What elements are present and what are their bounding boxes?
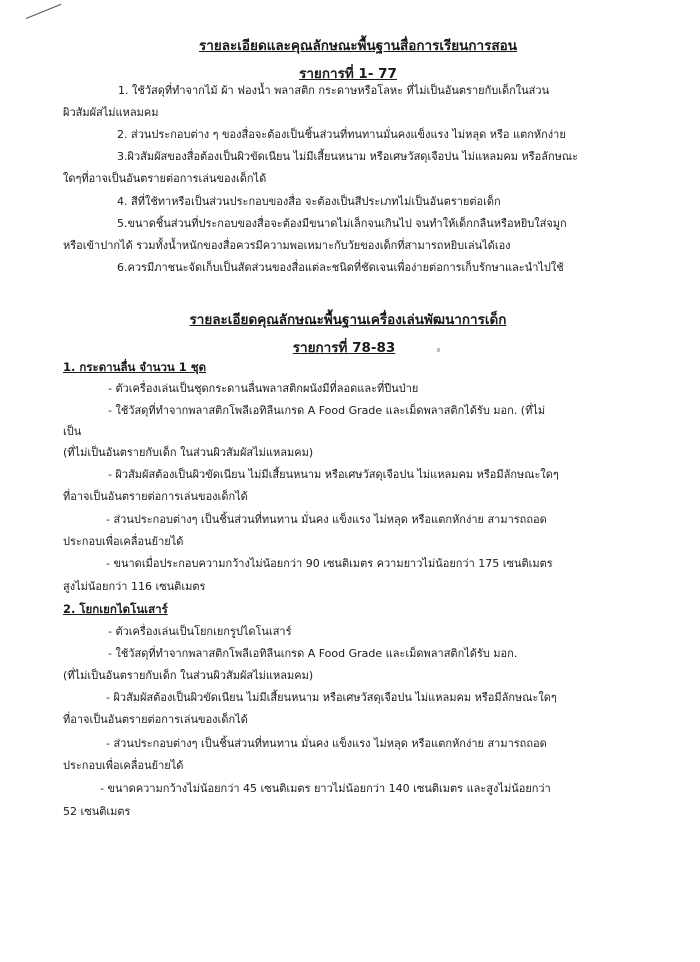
item1-line: เป็น	[63, 425, 82, 438]
item1-line: - ขนาดเมื่อประกอบความกว้างไม่น้อยกว่า 90 เซนติเมตร ความยาวไม่น้อยกว่า 175 เซนติเมตร	[106, 557, 553, 570]
item1-line: - ตัวเครื่องเล่นเป็นชุดกระดานลื่นพลาสติกผนังมีที่ลอดและที่ปีนป่าย	[108, 382, 419, 395]
section1-line: ผิวสัมผัสไม่แหลมคม	[63, 106, 159, 119]
section1-title: รายละเอียดและคุณลักษณะพื้นฐานสื่อการเรียนการสอน	[199, 38, 517, 54]
section1-line: 3.ผิวสัมผัสของสื่อต้องเป็นผิวขัดเนียน ไม่มีเสี้ยนหนาม หรือเศษวัสดุเจือปน ไม่แหลมคม หรือลักษณะ	[117, 150, 578, 163]
item2-line: - ตัวเครื่องเล่นเป็นโยกเยกรูปไดโนเสาร์	[108, 625, 292, 638]
item2-line: ประกอบเพื่อเคลื่อนย้ายได้	[63, 759, 184, 772]
item1-line: ประกอบเพื่อเคลื่อนย้ายได้	[63, 535, 184, 548]
item1-line: - ผิวสัมผัสต้องเป็นผิวขัดเนียน ไม่มีเสี้ยนหนาม หรือเศษวัสดุเจือปน ไม่แหลมคม หรือมีลักษณะใดๆ	[108, 468, 559, 481]
item2-line: ที่อาจเป็นอันตรายต่อการเล่นของเด็กได้	[63, 713, 248, 726]
item2-line: (ที่ไม่เป็นอันตรายกับเด็ก ในส่วนผิวสัมผัสไม่แหลมคม)	[63, 669, 314, 682]
section1-line: 2. ส่วนประกอบต่าง ๆ ของสื่อจะต้องเป็นชิ้นส่วนที่ทนทานมั่นคงแข็งแรง ไม่หลุด หรือ แตกหักง่าย	[117, 128, 566, 141]
section1-line: 1. ใช้วัสดุที่ทำจากไม้ ผ้า ฟองน้ำ พลาสติก กระดาษหรือโลหะ ที่ไม่เป็นอันตรายกับเด็กในส่วน	[118, 84, 550, 97]
section1-line: 4. สีที่ใช้ทาหรือเป็นส่วนประกอบของสื่อ จะต้องเป็นสีประเภทไม่เป็นอันตรายต่อเด็ก	[117, 195, 501, 208]
section1-line: ใดๆที่อาจเป็นอันตรายต่อการเล่นของเด็กได้	[63, 172, 267, 185]
item1-line: - ส่วนประกอบต่างๆ เป็นชิ้นส่วนที่ทนทาน มั่นคง แข็งแรง ไม่หลุด หรือแตกหักง่าย สามารถถอด	[106, 513, 547, 526]
section1-subtitle: รายการที่ 1- 77	[299, 66, 397, 82]
item1-line: (ที่ไม่เป็นอันตรายกับเด็ก ในส่วนผิวสัมผัสไม่แหลมคม)	[63, 446, 314, 459]
section2-title: รายละเอียดคุณลักษณะพื้นฐานเครื่องเล่นพัฒนาการเด็ก	[189, 312, 507, 328]
item1-line: - ใช้วัสดุที่ทำจากพลาสติกโพลีเอทิลีนเกรด A Food Grade และเม็ดพลาสติกได้รับ มอก. (ที่ไม่	[108, 404, 546, 417]
section1-line: 6.ควรมีภาชนะจัดเก็บเป็นสัดส่วนของสื่อแต่ละชนิดที่ชัดเจนเพื่อง่ายต่อการเก็บรักษาและนำไปใช้	[117, 261, 564, 274]
item1-heading: 1. กระดานลื่น จำนวน 1 ชุด	[63, 360, 207, 374]
item1-line: ที่อาจเป็นอันตรายต่อการเล่นของเด็กได้	[63, 490, 248, 503]
item2-line: - ขนาดความกว้างไม่น้อยกว่า 45 เซนติเมตร ยาวไม่น้อยกว่า 140 เซนติเมตร และสูงไม่น้อยกว่า	[100, 782, 551, 795]
item2-heading: 2. โยกเยกไดโนเสาร์	[63, 602, 168, 616]
item2-line: 52 เซนติเมตร	[63, 805, 131, 818]
item1-line: สูงไม่น้อยกว่า 116 เซนติเมตร	[63, 580, 206, 593]
section1-line: 5.ขนาดชิ้นส่วนที่ประกอบของสื่อจะต้องมีขนาดไม่เล็กจนเกินไป จนทำให้เด็กกลืนหรือหยิบใส่จมูก	[117, 217, 567, 230]
section1-line: หรือเข้าปากได้ รวมทั้งน้ำหนักของสื่อควรมีความพอเหมาะกับวัยของเด็กที่สามารถหยิบเล่นได้เอง	[63, 239, 511, 252]
section2-subtitle: รายการที่ 78-83	[292, 340, 396, 356]
item2-line: - ส่วนประกอบต่างๆ เป็นชิ้นส่วนที่ทนทาน มั่นคง แข็งแรง ไม่หลุด หรือแตกหักง่าย สามารถถอด	[106, 737, 547, 750]
item2-line: - ผิวสัมผัสต้องเป็นผิวขัดเนียน ไม่มีเสี้ยนหนาม หรือเศษวัสดุเจือปน ไม่แหลมคม หรือมีลักษณะใดๆ	[106, 691, 557, 704]
item2-line: - ใช้วัสดุที่ทำจากพลาสติกโพลีเอทิลีนเกรด A Food Grade และเม็ดพลาสติกได้รับ มอก.	[108, 647, 518, 660]
pen-mark	[26, 4, 62, 19]
